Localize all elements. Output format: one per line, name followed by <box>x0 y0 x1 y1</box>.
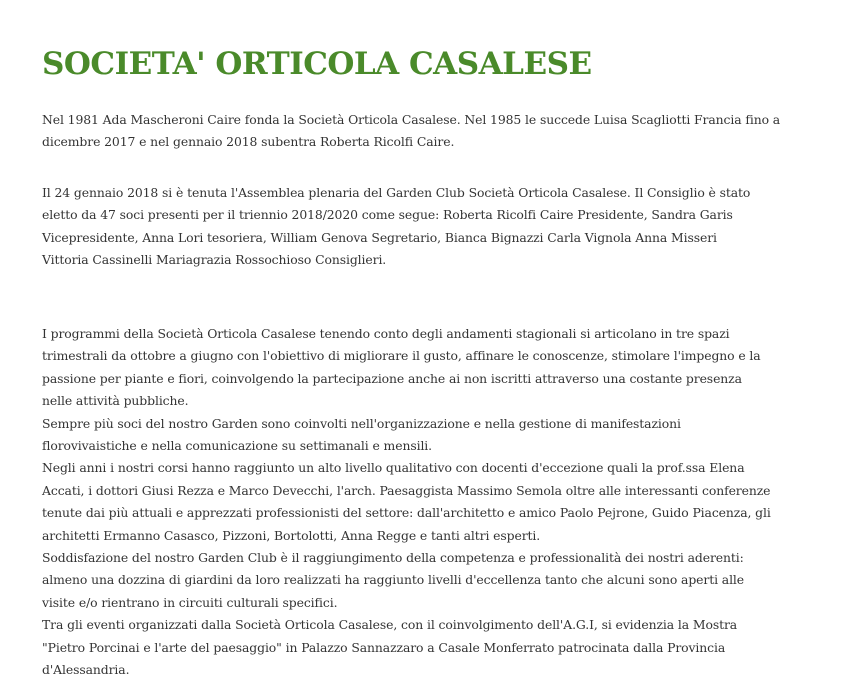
paragraph-line: Soddisfazione del nostro Garden Club è il raggiungimento della competenza e professionalità dei nostri aderenti: <box>42 550 744 566</box>
paragraph-line: dicembre 2017 e nel gennaio 2018 subentra Roberta Ricolfi Caire. <box>42 134 455 150</box>
paragraph-line: eletto da 47 soci presenti per il triennio 2018/2020 come segue: Roberta Ricolfi Caire Presidente, Sandra Garis <box>42 207 733 223</box>
paragraph-line: Sempre più soci del nostro Garden sono coinvolti nell'organizzazione e nella gestione di manifestazioni <box>42 415 681 431</box>
paragraph-programs <box>42 323 802 682</box>
paragraph-line: trimestrali da ottobre a giugno con l'obiettivo di migliorare il gusto, affinare le conoscenze, stimolare l'impegno e la <box>42 348 761 364</box>
paragraph-line: Tra gli eventi organizzati dalla Società Orticola Casalese, con il coinvolgimento dell'A.G.I, si evidenzia la Mostra <box>42 617 738 633</box>
paragraph-line: d'Alessandria. <box>42 662 130 678</box>
paragraph-history <box>42 109 802 154</box>
paragraph-line: tenute dai più attuali e apprezzati professionisti del settore: dall'architetto e amico Paolo Pejrone, Guido Piacenza, gli <box>42 505 771 521</box>
page-title: SOCIETA' ORTICOLA CASALESE <box>42 46 592 82</box>
paragraph-line: Vittoria Cassinelli Mariagrazia Rossochioso Consiglieri. <box>42 252 387 268</box>
paragraph-line: Il 24 gennaio 2018 si è tenuta l'Assemblea plenaria del Garden Club Società Orticola Casalese. Il Consiglio è stato <box>42 185 751 200</box>
paragraph-line: Accati, i dottori Giusi Rezza e Marco Devecchi, l'arch. Paesaggista Massimo Semola oltre alle interessanti conferenze <box>42 482 771 498</box>
paragraph-line: passione per piante e fiori, coinvolgendo la partecipazione anche ai non iscritti attraverso una costante presenza <box>42 370 742 386</box>
paragraph-line: almeno una dozzina di giardini da loro realizzati ha raggiunto livelli d'eccellenza tanto che alcuni sono aperti alle <box>42 572 745 588</box>
paragraph-line: Vicepresidente, Anna Lori tesoriera, William Genova Segretario, Bianca Bignazzi Carla Vignola Anna Misseri <box>42 229 717 245</box>
paragraph-line: "Pietro Porcinai e l'arte del paesaggio" in Palazzo Sannazzaro a Casale Monferrato patrocinata dalla Provincia <box>42 639 726 655</box>
paragraph-assembly <box>42 182 802 272</box>
paragraph-line: architetti Ermanno Casasco, Pizzoni, Bortolotti, Anna Regge e tanti altri esperti. <box>42 527 541 543</box>
paragraph-line: nelle attività pubbliche. <box>42 393 189 409</box>
paragraph-line: florovivaistiche e nella comunicazione su settimanali e mensili. <box>42 438 433 454</box>
paragraph-line: I programmi della Società Orticola Casalese tenendo conto degli andamenti stagionali si articolano in tre spazi <box>42 326 730 341</box>
paragraph-line: visite e/o rientrano in circuiti culturali specifici. <box>42 594 338 610</box>
paragraph-line: Negli anni i nostri corsi hanno raggiunto un alto livello qualitativo con docenti d'eccezione quali la prof.ssa Elena <box>42 460 745 476</box>
paragraph-line: Nel 1981 Ada Mascheroni Caire fonda la Società Orticola Casalese. Nel 1985 le succede Luisa Scagliotti Francia fino a <box>42 112 781 127</box>
